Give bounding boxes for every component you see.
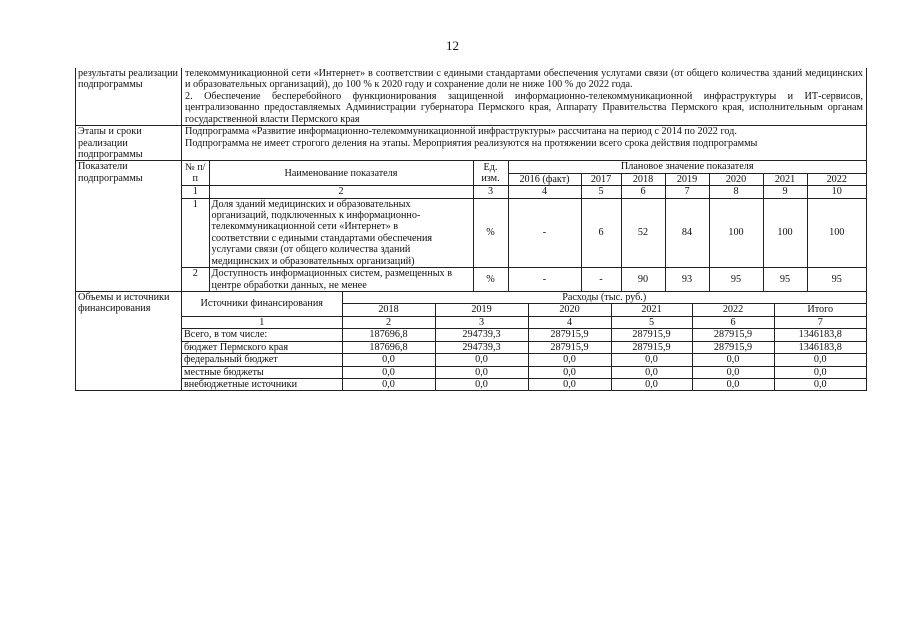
financing-header-row: [182, 292, 866, 304]
colnum-cell: 8: [709, 186, 763, 198]
financing-content: [182, 292, 867, 391]
expense-value: 0,0: [611, 354, 692, 366]
indicator-num: 1: [182, 198, 209, 268]
indicators-colnum-row: [182, 186, 866, 198]
year-cell: 2018: [621, 173, 665, 185]
source-name: местные бюджеты: [182, 366, 342, 378]
year-cell: 2022: [807, 173, 866, 185]
financing-row-regional: [182, 341, 866, 353]
indicator-value: 93: [665, 268, 709, 291]
expense-value: 0,0: [435, 366, 528, 378]
colnum-cell: 1: [182, 186, 209, 198]
colnum-cell: 5: [611, 316, 692, 328]
financing-row-local: [182, 366, 866, 378]
indicators-header-row: [182, 161, 866, 173]
expense-value: 0,0: [692, 378, 774, 390]
indicators-label: Показатели подпрограммы: [76, 161, 182, 292]
year-cell: 2017: [581, 173, 621, 185]
financing-row-total: [182, 329, 866, 341]
colnum-cell: 4: [508, 186, 581, 198]
indicator-value: 95: [763, 268, 807, 291]
year-cell: 2020: [709, 173, 763, 185]
expense-value: 0,0: [528, 366, 611, 378]
expense-value: 0,0: [774, 354, 866, 366]
expense-value: 0,0: [342, 366, 435, 378]
header-num: № п/п: [182, 161, 209, 185]
stages-content: [182, 126, 867, 161]
year-cell: 2018: [342, 304, 435, 316]
colnum-cell: 7: [774, 316, 866, 328]
indicator-row-1: [182, 198, 866, 268]
header-source: Источники финансирования: [182, 292, 342, 316]
header-unit: Ед. изм.: [473, 161, 508, 185]
year-cell: 2022: [692, 304, 774, 316]
expense-value: 287915,9: [692, 341, 774, 353]
expense-value: 0,0: [692, 366, 774, 378]
source-name: федеральный бюджет: [182, 354, 342, 366]
colnum-cell: 6: [692, 316, 774, 328]
source-name: Всего, в том числе:: [182, 329, 342, 341]
expense-value: 0,0: [435, 378, 528, 390]
indicators-content: [182, 161, 867, 292]
expense-value: 1346183,8: [774, 341, 866, 353]
colnum-cell: 5: [581, 186, 621, 198]
expense-value: 287915,9: [692, 329, 774, 341]
expense-value: 1346183,8: [774, 329, 866, 341]
results-text-2: 2. Обеспечение бесперебойного функционирования защищенной информационно-телекоммуникационной инфраструктуры и ИТ-сервисов, централизованно предоставляемых Администрации губернатора Пермского края, Аппарату Правительства Пермского края, исполнительным органам государственной власти Пермского края: [185, 90, 863, 125]
year-cell: 2020: [528, 304, 611, 316]
results-text-1: телекоммуникационной сети «Интернет» в соответствии с едиными стандартами обеспечения услугами связи (от общего количества зданий медицинских и образовательных организаций), до 100 % к 2020 году и сохранение доли не ниже 100 % до 2022 года.: [185, 68, 863, 91]
indicator-unit: %: [473, 268, 508, 291]
financing-colnum-row: [182, 316, 866, 328]
expense-value: 0,0: [611, 378, 692, 390]
results-row: [76, 68, 867, 126]
indicator-value: 100: [763, 198, 807, 268]
indicator-name: Доступность информационных систем, размещенных в центре обработки данных, не менее: [209, 268, 473, 291]
financing-row-federal: [182, 354, 866, 366]
year-cell: 2021: [763, 173, 807, 185]
colnum-cell: 2: [209, 186, 473, 198]
expense-value: 287915,9: [528, 329, 611, 341]
results-content: [182, 68, 867, 126]
expense-value: 294739,3: [435, 329, 528, 341]
colnum-cell: 6: [621, 186, 665, 198]
expense-value: 0,0: [692, 354, 774, 366]
indicator-value: 100: [709, 198, 763, 268]
expense-value: 0,0: [528, 378, 611, 390]
stages-row: [76, 126, 867, 161]
year-cell: Итого: [774, 304, 866, 316]
page-number: 12: [446, 38, 459, 53]
indicator-value: 95: [807, 268, 866, 291]
indicator-value: 100: [807, 198, 866, 268]
year-cell: 2016 (факт): [508, 173, 581, 185]
colnum-cell: 3: [435, 316, 528, 328]
year-cell: 2021: [611, 304, 692, 316]
indicator-value: -: [508, 198, 581, 268]
colnum-cell: 7: [665, 186, 709, 198]
passport-table: [75, 68, 867, 391]
expense-value: 287915,9: [611, 329, 692, 341]
expense-value: 287915,9: [611, 341, 692, 353]
indicator-unit: %: [473, 198, 508, 268]
results-label: результаты реализации подпрограммы: [76, 68, 182, 126]
colnum-cell: 3: [473, 186, 508, 198]
passport-table-container: [75, 68, 867, 391]
financing-label: Объемы и источники финансирования: [76, 292, 182, 391]
financing-row: [76, 292, 867, 391]
year-cell: 2019: [665, 173, 709, 185]
indicator-row-2: [182, 268, 866, 291]
colnum-cell: 2: [342, 316, 435, 328]
indicator-value: -: [508, 268, 581, 291]
expense-value: 0,0: [774, 378, 866, 390]
year-cell: 2019: [435, 304, 528, 316]
expense-value: 187696,8: [342, 329, 435, 341]
indicator-value: 90: [621, 268, 665, 291]
expense-value: 0,0: [611, 366, 692, 378]
stages-text-1: Подпрограмма «Развитие информационно-телекоммуникационной инфраструктуры» рассчитана на период с 2014 по 2022 год.: [185, 126, 737, 138]
source-name: внебюджетные источники: [182, 378, 342, 390]
indicator-name: Доля зданий медицинских и образовательных организаций, подключенных к информационно-телекоммуникационной сети «Интернет» в соответствии с едиными стандартами обеспечения услугами связи (от общего количества зданий медицинских и образовательных организаций): [209, 198, 473, 268]
stages-label: Этапы и сроки реализации подпрограммы: [76, 126, 182, 161]
header-name: Наименование показателя: [209, 161, 473, 185]
financing-table: [182, 292, 866, 390]
expense-value: 294739,3: [435, 341, 528, 353]
indicator-value: 6: [581, 198, 621, 268]
indicators-table: [182, 161, 866, 291]
indicator-value: 84: [665, 198, 709, 268]
colnum-cell: 4: [528, 316, 611, 328]
expense-value: 0,0: [342, 378, 435, 390]
indicator-value: 95: [709, 268, 763, 291]
colnum-cell: 10: [807, 186, 866, 198]
indicators-row: [76, 161, 867, 292]
stages-text-2: Подпрограмма не имеет строгого деления на этапы. Мероприятия реализуются на протяжении всего срока действия подпрограммы: [185, 137, 758, 149]
source-name: бюджет Пермского края: [182, 341, 342, 353]
expense-value: 187696,8: [342, 341, 435, 353]
expense-value: 0,0: [774, 366, 866, 378]
header-plan: Плановое значение показателя: [508, 161, 866, 173]
expense-value: 0,0: [342, 354, 435, 366]
indicator-num: 2: [182, 268, 209, 291]
indicator-value: -: [581, 268, 621, 291]
expense-value: 0,0: [435, 354, 528, 366]
financing-row-extrabudget: [182, 378, 866, 390]
expense-value: 287915,9: [528, 341, 611, 353]
colnum-cell: 1: [182, 316, 342, 328]
header-expenses: Расходы (тыс. руб.): [342, 292, 866, 304]
colnum-cell: 9: [763, 186, 807, 198]
indicator-value: 52: [621, 198, 665, 268]
expense-value: 0,0: [528, 354, 611, 366]
